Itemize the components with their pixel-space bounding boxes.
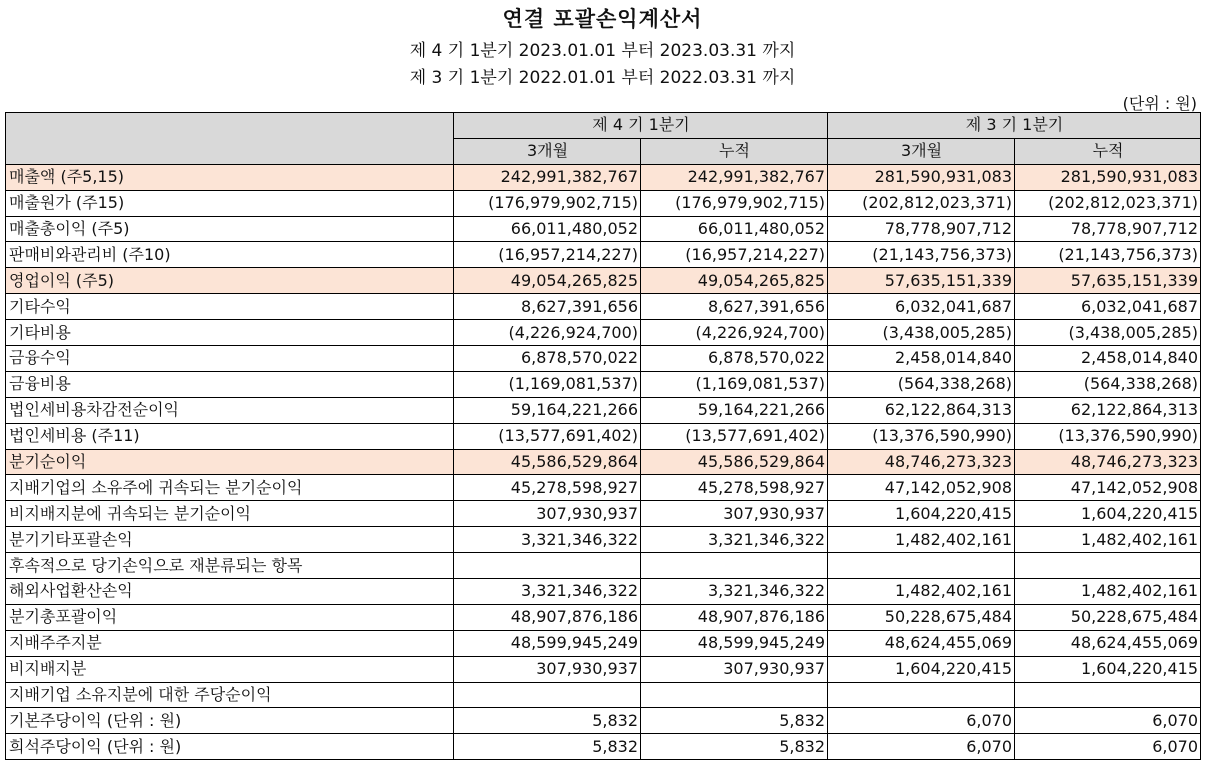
value-cell: 1,482,402,161 <box>1015 579 1201 605</box>
value-cell: (13,376,590,990) <box>1015 423 1201 449</box>
header-period-prior: 제 3 기 1분기 <box>828 113 1201 139</box>
row-label: 법인세비용차감전순이익 <box>6 397 454 423</box>
value-cell: 57,635,151,339 <box>828 268 1015 294</box>
value-cell: 1,604,220,415 <box>828 656 1015 682</box>
row-label: 매출원가 (주15) <box>6 190 454 216</box>
table-row <box>6 268 1201 294</box>
table-row <box>6 579 1201 605</box>
value-cell: 48,746,273,323 <box>1015 449 1201 475</box>
table-row <box>6 501 1201 527</box>
value-cell: 62,122,864,313 <box>828 397 1015 423</box>
value-cell: 57,635,151,339 <box>1015 268 1201 294</box>
value-cell: 62,122,864,313 <box>1015 397 1201 423</box>
value-cell <box>454 682 641 708</box>
value-cell: 45,278,598,927 <box>641 475 828 501</box>
value-cell: 5,832 <box>454 708 641 734</box>
row-label: 분기기타포괄손익 <box>6 527 454 553</box>
table-row <box>6 320 1201 346</box>
table-row <box>6 449 1201 475</box>
row-label: 후속적으로 당기손익으로 재분류되는 항목 <box>6 553 454 579</box>
value-cell: 48,599,945,249 <box>641 630 828 656</box>
header-blank-cell <box>6 113 454 165</box>
row-label: 지배주주지분 <box>6 630 454 656</box>
current-period: 제 4 기 1분기 2023.01.01 부터 2023.03.31 까지 <box>409 41 796 61</box>
row-label: 지배기업의 소유주에 귀속되는 분기순이익 <box>6 475 454 501</box>
row-label: 희석주당이익 (단위 : 원) <box>6 734 454 760</box>
value-cell: 6,032,041,687 <box>1015 294 1201 320</box>
value-cell: (16,957,214,227) <box>641 242 828 268</box>
row-label: 금융비용 <box>6 371 454 397</box>
value-cell: (4,226,924,700) <box>641 320 828 346</box>
value-cell: (4,226,924,700) <box>454 320 641 346</box>
value-cell: 1,482,402,161 <box>828 579 1015 605</box>
row-label: 기타비용 <box>6 320 454 346</box>
value-cell: (13,577,691,402) <box>641 423 828 449</box>
value-cell: 8,627,391,656 <box>454 294 641 320</box>
value-cell: 6,070 <box>1015 708 1201 734</box>
value-cell: 1,482,402,161 <box>828 527 1015 553</box>
value-cell <box>641 553 828 579</box>
value-cell: (176,979,902,715) <box>454 190 641 216</box>
row-label: 판매비와관리비 (주10) <box>6 242 454 268</box>
value-cell: 8,627,391,656 <box>641 294 828 320</box>
value-cell: 47,142,052,908 <box>828 475 1015 501</box>
row-label: 지배기업 소유지분에 대한 주당순이익 <box>6 682 454 708</box>
value-cell: 281,590,931,083 <box>1015 164 1201 190</box>
value-cell: 45,586,529,864 <box>641 449 828 475</box>
value-cell: 6,070 <box>828 708 1015 734</box>
header-3month-current: 3개월 <box>454 138 641 164</box>
table-row <box>6 604 1201 630</box>
value-cell: 66,011,480,052 <box>454 216 641 242</box>
value-cell: (202,812,023,371) <box>1015 190 1201 216</box>
value-cell: (1,169,081,537) <box>641 371 828 397</box>
value-cell: 59,164,221,266 <box>454 397 641 423</box>
value-cell: 3,321,346,322 <box>454 527 641 553</box>
value-cell: (13,577,691,402) <box>454 423 641 449</box>
header-cumulative-current: 누적 <box>641 138 828 164</box>
value-cell: 1,604,220,415 <box>1015 656 1201 682</box>
value-cell: 45,278,598,927 <box>454 475 641 501</box>
header-3month-prior: 3개월 <box>828 138 1015 164</box>
value-cell: 48,599,945,249 <box>454 630 641 656</box>
table-row <box>6 190 1201 216</box>
table-row <box>6 553 1201 579</box>
row-label: 해외사업환산손익 <box>6 579 454 605</box>
value-cell: 48,907,876,186 <box>641 604 828 630</box>
table-row <box>6 630 1201 656</box>
value-cell: 242,991,382,767 <box>454 164 641 190</box>
value-cell: 47,142,052,908 <box>1015 475 1201 501</box>
prior-period: 제 3 기 1분기 2022.01.01 부터 2022.03.31 까지 <box>409 68 796 88</box>
value-cell: 2,458,014,840 <box>828 346 1015 372</box>
value-cell: (1,169,081,537) <box>454 371 641 397</box>
value-cell: 78,778,907,712 <box>1015 216 1201 242</box>
row-label: 비지배지분 <box>6 656 454 682</box>
table-row <box>6 475 1201 501</box>
value-cell: 3,321,346,322 <box>641 527 828 553</box>
value-cell: 5,832 <box>641 734 828 760</box>
value-cell: 6,878,570,022 <box>454 346 641 372</box>
table-row <box>6 242 1201 268</box>
value-cell: 48,624,455,069 <box>1015 630 1201 656</box>
value-cell: 49,054,265,825 <box>454 268 641 294</box>
value-cell: 6,878,570,022 <box>641 346 828 372</box>
value-cell: 50,228,675,484 <box>828 604 1015 630</box>
value-cell: (564,338,268) <box>1015 371 1201 397</box>
value-cell <box>828 682 1015 708</box>
value-cell: 49,054,265,825 <box>641 268 828 294</box>
row-label: 매출총이익 (주5) <box>6 216 454 242</box>
value-cell: 59,164,221,266 <box>641 397 828 423</box>
value-cell: 281,590,931,083 <box>828 164 1015 190</box>
value-cell: 307,930,937 <box>454 501 641 527</box>
value-cell <box>454 553 641 579</box>
value-cell: (21,143,756,373) <box>1015 242 1201 268</box>
row-label: 법인세비용 (주11) <box>6 423 454 449</box>
value-cell: (564,338,268) <box>828 371 1015 397</box>
table-row <box>6 423 1201 449</box>
value-cell: 3,321,346,322 <box>454 579 641 605</box>
value-cell: 5,832 <box>641 708 828 734</box>
value-cell: 48,746,273,323 <box>828 449 1015 475</box>
value-cell: (176,979,902,715) <box>641 190 828 216</box>
value-cell: 1,604,220,415 <box>1015 501 1201 527</box>
value-cell: 6,070 <box>828 734 1015 760</box>
header-period-current: 제 4 기 1분기 <box>454 113 828 139</box>
value-cell <box>1015 682 1201 708</box>
table-row <box>6 216 1201 242</box>
row-label: 분기총포괄이익 <box>6 604 454 630</box>
table-row <box>6 734 1201 760</box>
table-row <box>6 294 1201 320</box>
value-cell: (13,376,590,990) <box>828 423 1015 449</box>
value-cell <box>1015 553 1201 579</box>
table-row <box>6 397 1201 423</box>
value-cell: 66,011,480,052 <box>641 216 828 242</box>
table-row <box>6 346 1201 372</box>
value-cell: 48,624,455,069 <box>828 630 1015 656</box>
value-cell: 6,070 <box>1015 734 1201 760</box>
value-cell: (3,438,005,285) <box>828 320 1015 346</box>
value-cell: (202,812,023,371) <box>828 190 1015 216</box>
value-cell: (21,143,756,373) <box>828 242 1015 268</box>
value-cell <box>641 682 828 708</box>
value-cell: 307,930,937 <box>454 656 641 682</box>
value-cell: 1,482,402,161 <box>1015 527 1201 553</box>
value-cell: 1,604,220,415 <box>828 501 1015 527</box>
value-cell: 48,907,876,186 <box>454 604 641 630</box>
unit-label: (단위 : 원) <box>1122 94 1197 113</box>
report-title: 연결 포괄손익계산서 <box>502 7 703 31</box>
value-cell: 307,930,937 <box>641 501 828 527</box>
value-cell: 45,586,529,864 <box>454 449 641 475</box>
value-cell: 50,228,675,484 <box>1015 604 1201 630</box>
row-label: 매출액 (주5,15) <box>6 164 454 190</box>
value-cell: 5,832 <box>454 734 641 760</box>
header-cumulative-prior: 누적 <box>1015 138 1201 164</box>
header-row-groups <box>6 113 1201 139</box>
table-row <box>6 656 1201 682</box>
row-label: 금융수익 <box>6 346 454 372</box>
row-label: 분기순이익 <box>6 449 454 475</box>
table-row <box>6 164 1201 190</box>
row-label: 영업이익 (주5) <box>6 268 454 294</box>
value-cell: 78,778,907,712 <box>828 216 1015 242</box>
value-cell: 2,458,014,840 <box>1015 346 1201 372</box>
income-statement-table <box>5 112 1201 760</box>
table-row <box>6 682 1201 708</box>
value-cell <box>828 553 1015 579</box>
table-row <box>6 371 1201 397</box>
value-cell: 3,321,346,322 <box>641 579 828 605</box>
table-row <box>6 708 1201 734</box>
value-cell: 242,991,382,767 <box>641 164 828 190</box>
value-cell: 307,930,937 <box>641 656 828 682</box>
value-cell: 6,032,041,687 <box>828 294 1015 320</box>
value-cell: (16,957,214,227) <box>454 242 641 268</box>
table-row <box>6 527 1201 553</box>
row-label: 기타수익 <box>6 294 454 320</box>
value-cell: (3,438,005,285) <box>1015 320 1201 346</box>
row-label: 기본주당이익 (단위 : 원) <box>6 708 454 734</box>
row-label: 비지배지분에 귀속되는 분기순이익 <box>6 501 454 527</box>
